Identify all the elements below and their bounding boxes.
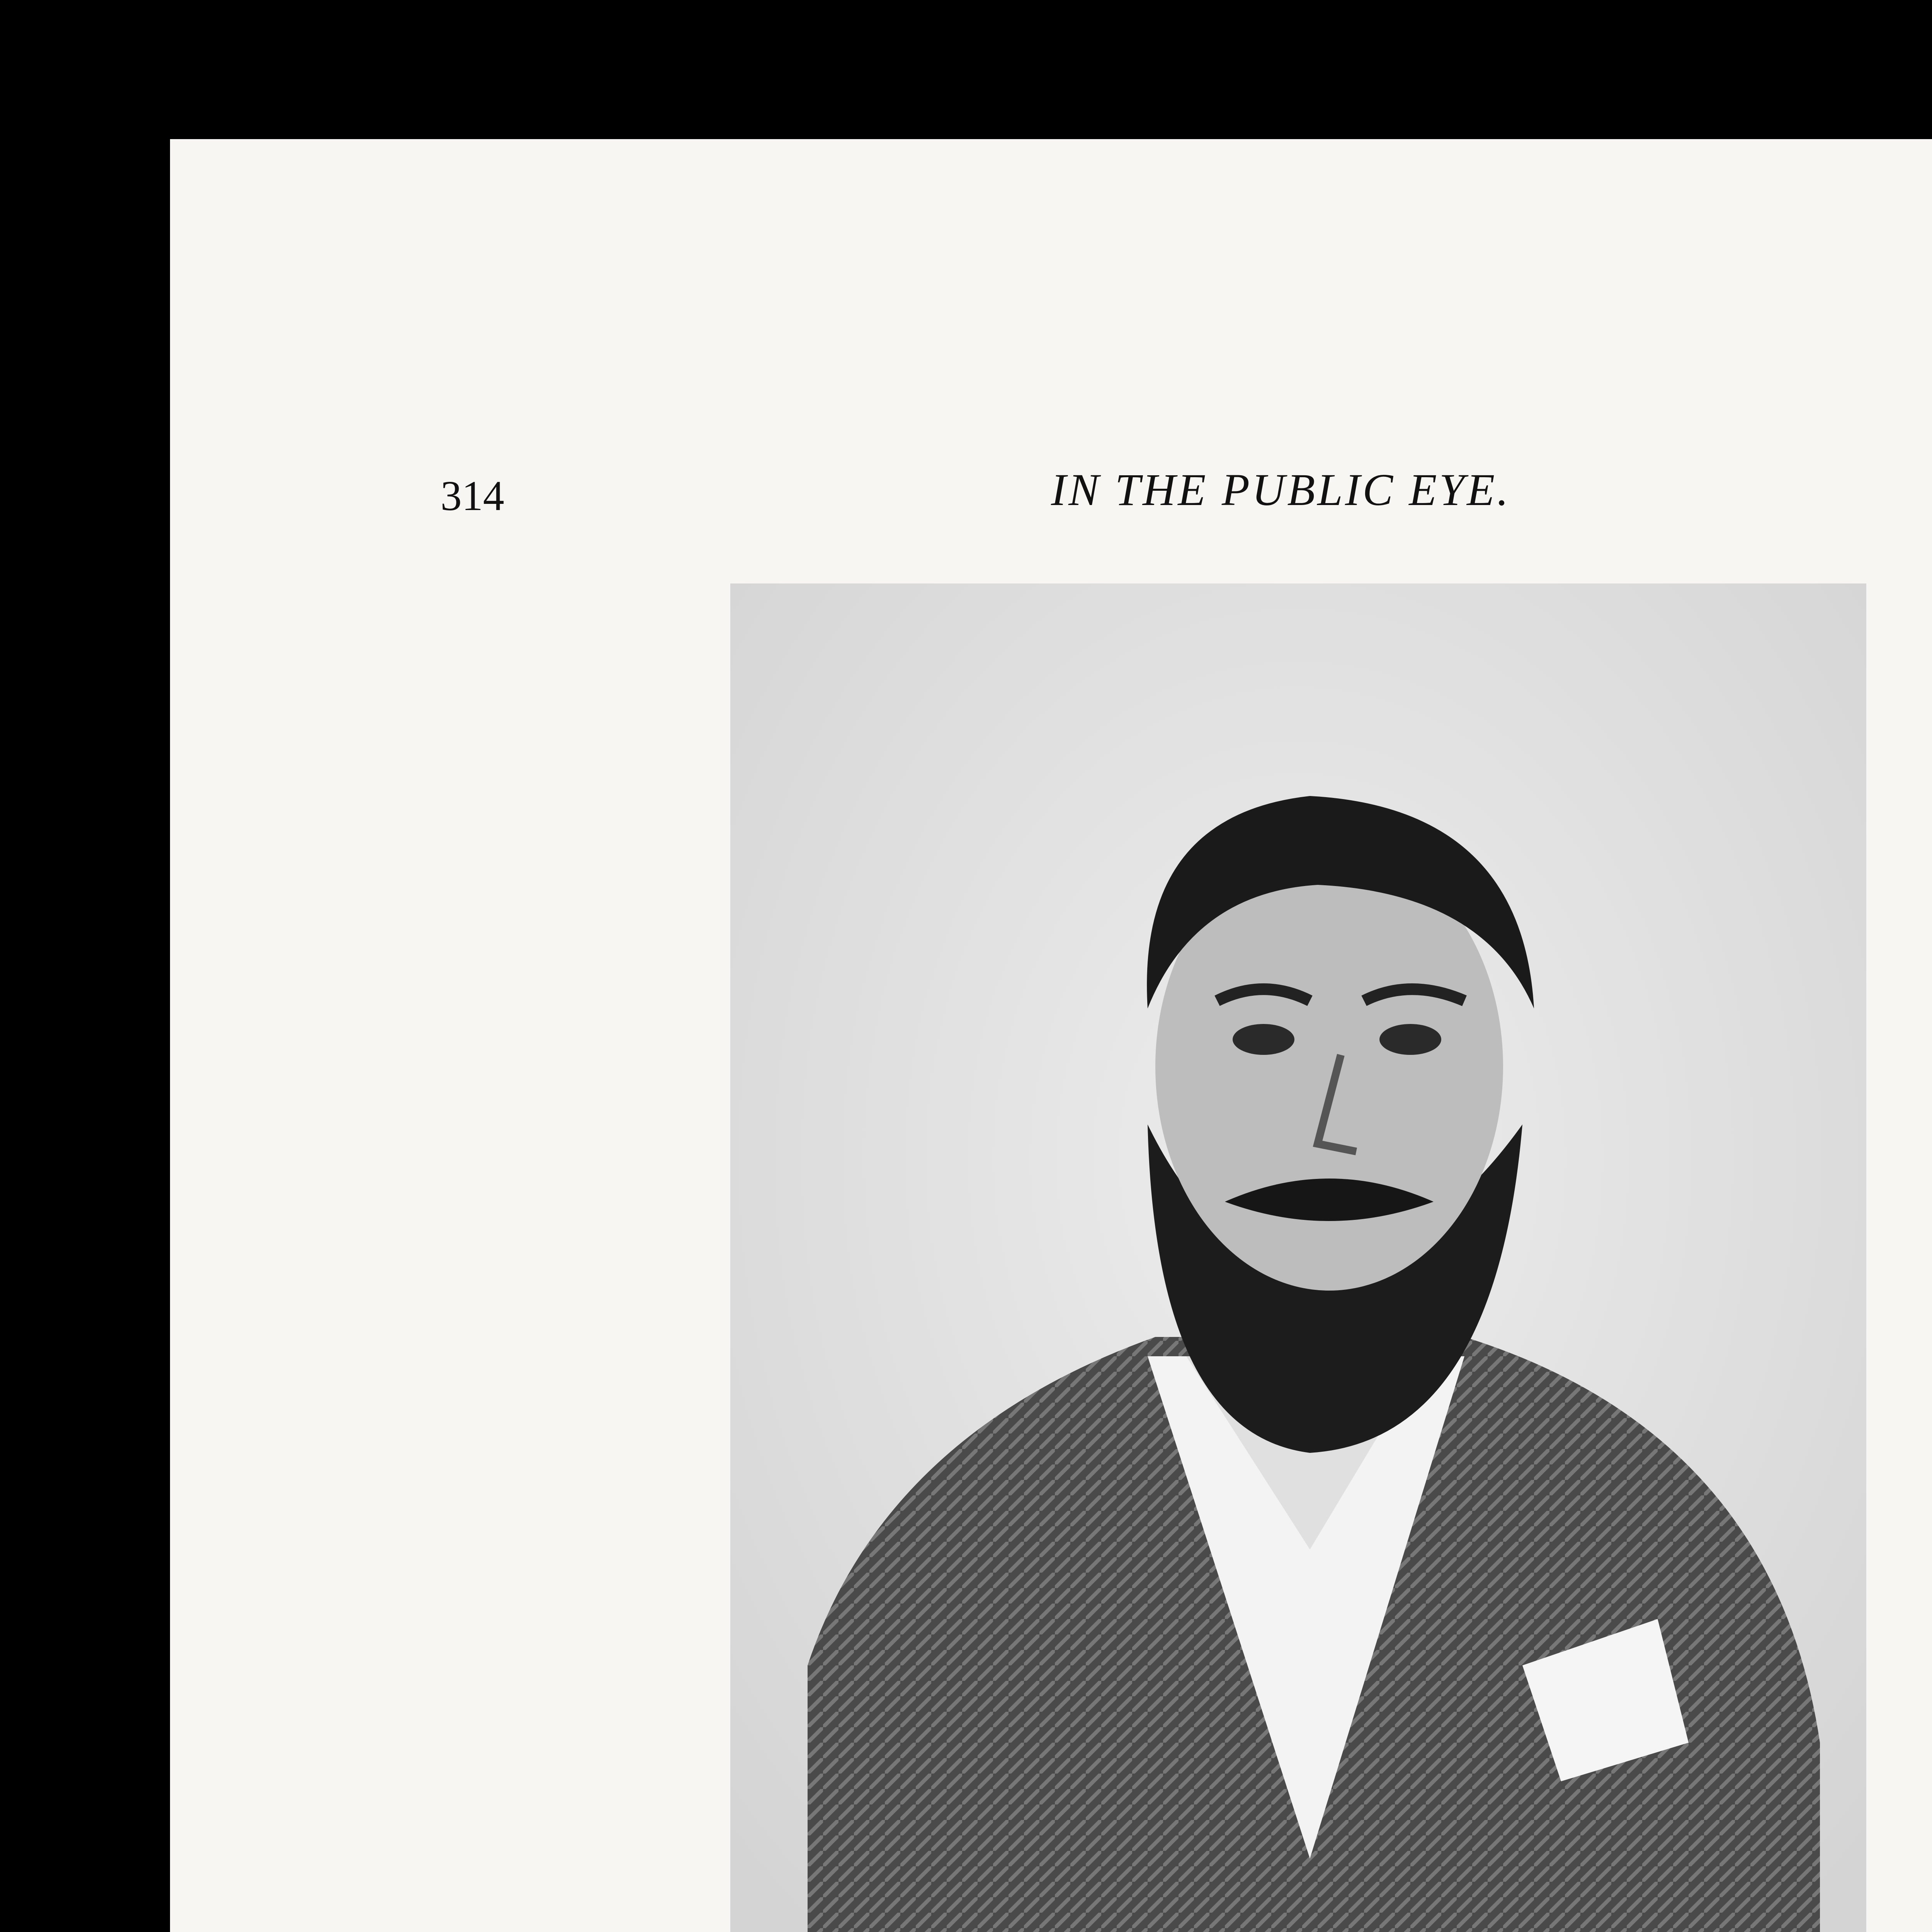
running-title: IN THE PUBLIC EYE. [1051,464,1511,515]
magazine-page [170,139,1932,1932]
page-number: 314 [440,472,504,519]
portrait-image [730,583,1866,1932]
portrait-engraving [730,583,1866,1932]
